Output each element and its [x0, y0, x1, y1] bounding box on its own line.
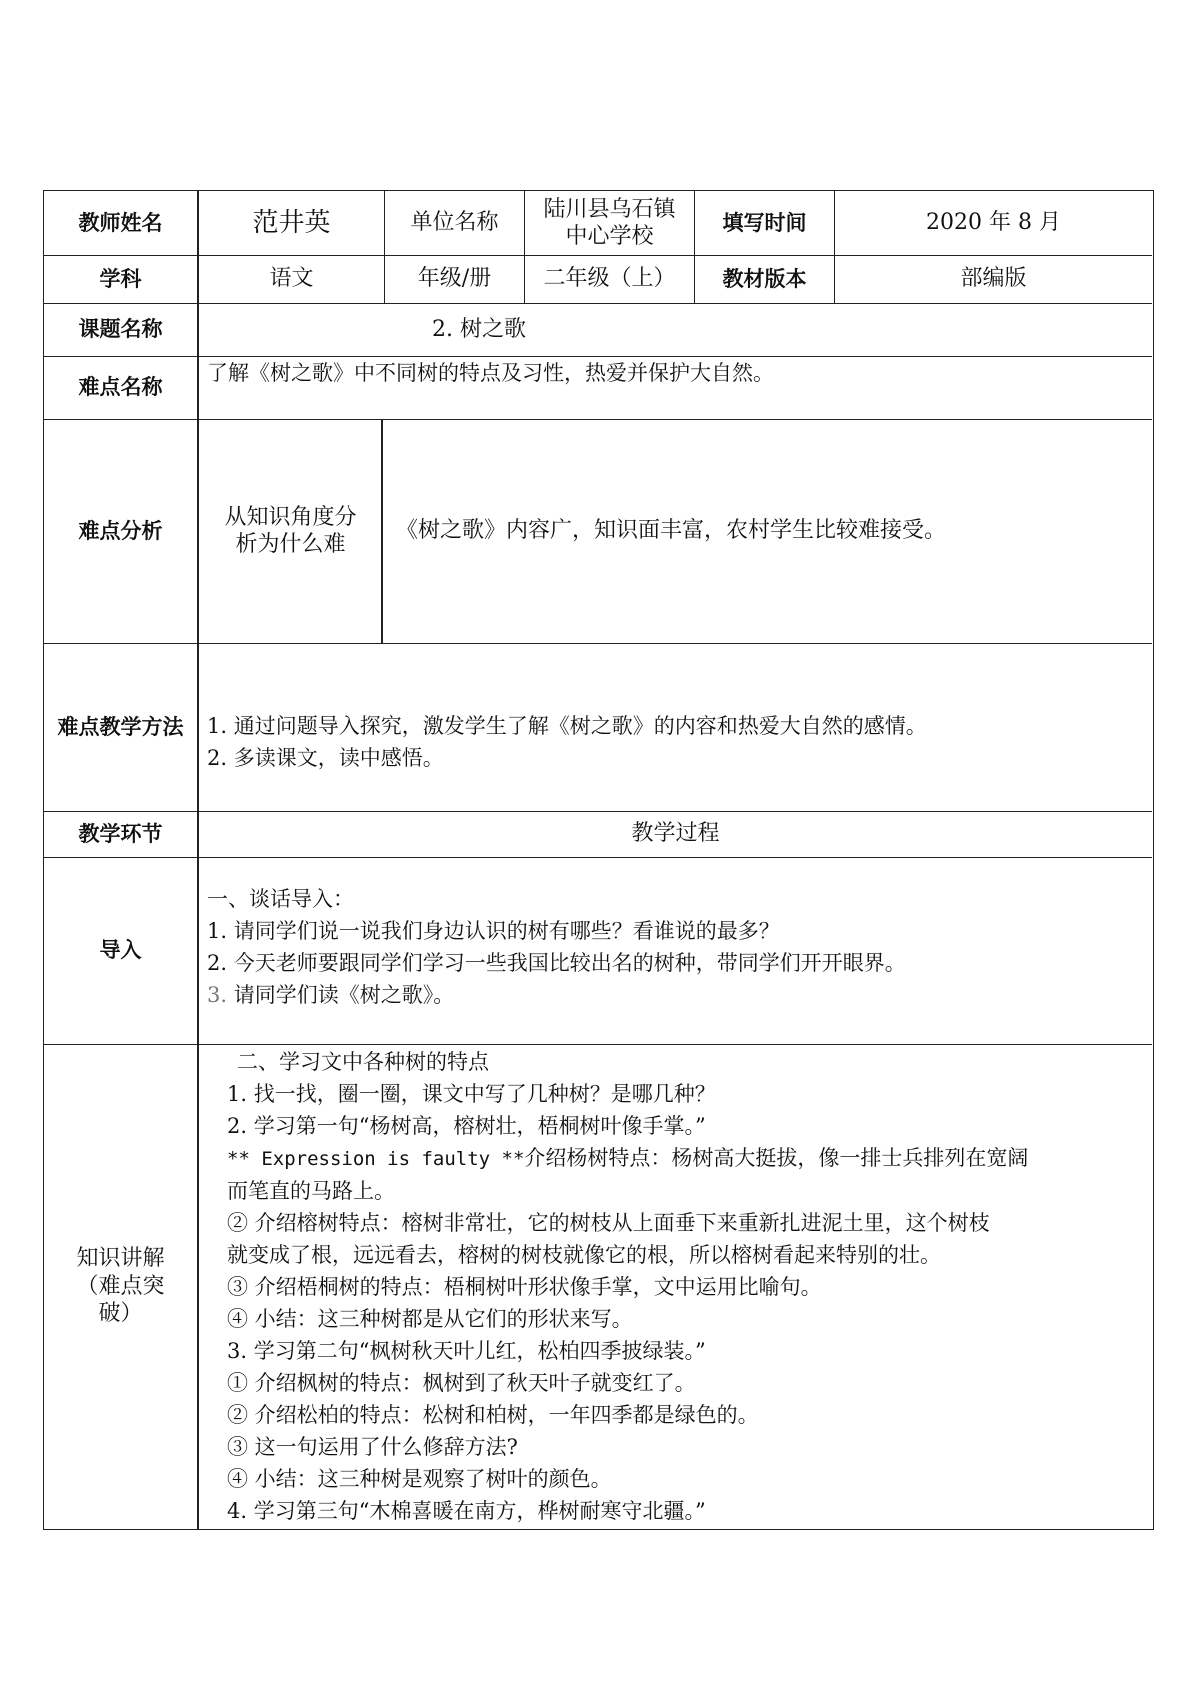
- knowledge-label-line: （难点突: [76, 1273, 165, 1299]
- intro-item: 1. 请同学们说一说我们身边认识的树有哪些？看谁说的最多？: [207, 919, 780, 943]
- analysis-value: 《树之歌》内容广，知识面丰富，农村学生比较难接受。: [396, 518, 947, 544]
- grade-label: 年级/册: [417, 266, 492, 292]
- knowledge-label-line: 破）: [98, 1301, 143, 1327]
- knowledge-line: 3. 学习第二句“枫树秋天叶儿红，松柏四季披绿装。”: [227, 1339, 706, 1363]
- knowledge-line: [227, 1142, 1142, 1175]
- knowledge-line: ① 介绍枫树的特点：枫树到了秋天叶子就变红了。: [227, 1371, 696, 1395]
- topic-label: 课题名称: [78, 317, 163, 342]
- intro-title: 一、谈话导入：: [207, 887, 354, 911]
- subject-value: 语文: [269, 266, 314, 292]
- process-stage-label: 教学环节: [78, 821, 163, 846]
- knowledge-line: ② 介绍榕树特点：榕树非常壮，它的树枝从上面垂下来重新扎进泥土里，这个树枝: [227, 1211, 990, 1235]
- unit-name-label: 单位名称: [410, 210, 499, 236]
- subject-label: 学科: [99, 266, 142, 291]
- analysis-sub-line: 析为什么难: [235, 532, 346, 557]
- intro-item-number: 3.: [207, 983, 228, 1007]
- method-value: [207, 710, 1137, 774]
- knowledge-label: [44, 1044, 197, 1529]
- analysis-sub-line: 从知识角度分: [224, 504, 357, 530]
- row-divider: [44, 1044, 1152, 1045]
- date-label: 填写时间: [722, 210, 807, 235]
- method-line: 2. 多读课文，读中感悟。: [207, 746, 444, 770]
- intro-item: 2. 今天老师要跟同学们学习一些我国比较出名的树种，带同学们开开眼界。: [207, 951, 906, 975]
- teacher-name-value: 范井英: [252, 207, 331, 238]
- unit-name-line: 中心学校: [565, 224, 654, 249]
- knowledge-line: ② 介绍松柏的特点：松树和柏树，一年四季都是绿色的。: [227, 1403, 759, 1427]
- method-label: 难点教学方法: [57, 714, 184, 739]
- knowledge-line: ④ 小结：这三种树都是从它们的形状来写。: [227, 1307, 633, 1331]
- edition-value: 部编版: [960, 266, 1027, 292]
- knowledge-line: ③ 介绍梧桐树的特点：梧桐树叶形状像手掌，文中运用比喻句。: [227, 1275, 822, 1299]
- knowledge-line: 就变成了根，远远看去，榕树的树枝就像它的根，所以榕树看起来特别的壮。: [227, 1243, 941, 1267]
- intro-item-text: 请同学们读《树之歌》。: [227, 983, 455, 1007]
- unit-name-value: [525, 191, 694, 255]
- column-divider: [197, 191, 199, 1529]
- analysis-label: 难点分析: [78, 518, 163, 543]
- knowledge-line: ④ 小结：这三种树是观察了树叶的颜色。: [227, 1467, 612, 1491]
- column-divider: [381, 419, 383, 643]
- knowledge-line: 而笔直的马路上。: [227, 1179, 395, 1203]
- teacher-name-label: 教师姓名: [78, 210, 163, 235]
- knowledge-line: 2. 学习第一句“杨树高，榕树壮，梧桐树叶像手掌。”: [227, 1114, 706, 1138]
- knowledge-line: 4. 学习第三句“木棉喜暖在南方，桦树耐寒守北疆。”: [227, 1499, 706, 1523]
- date-value: 2020 年 8 月: [926, 210, 1061, 236]
- difficulty-label: 难点名称: [78, 375, 163, 400]
- method-line: 1. 通过问题导入探究，激发学生了解《树之歌》的内容和热爱大自然的感情。: [207, 714, 927, 738]
- intro-label: 导入: [99, 938, 142, 963]
- knowledge-label-line: 知识讲解: [76, 1246, 165, 1272]
- unit-name-line: 陆川县乌石镇: [543, 196, 676, 222]
- row-divider: [44, 643, 1152, 644]
- process-header: 教学过程: [631, 821, 720, 847]
- knowledge-line: ③ 这一句运用了什么修辞方法?: [227, 1435, 518, 1459]
- difficulty-text: 了解《树之歌》中不同树的特点及习性，热爱并保护大自然。: [207, 361, 774, 385]
- knowledge-content-body: [227, 1078, 1142, 1527]
- lesson-plan-table: [43, 190, 1154, 1530]
- topic-value: 2. 树之歌: [432, 316, 526, 342]
- grade-value: 二年级（上）: [543, 266, 676, 292]
- edition-label: 教材版本: [722, 266, 807, 291]
- knowledge-content: [237, 1046, 1137, 1078]
- analysis-sub-label: [200, 419, 381, 643]
- knowledge-line: 二、学习文中各种树的特点: [237, 1050, 489, 1074]
- expression-error: ** Expression is faulty **: [227, 1148, 525, 1170]
- difficulty-value: [207, 357, 1137, 389]
- row-divider: [44, 857, 1152, 858]
- knowledge-line-text: 介绍杨树特点：杨树高大挺拔，像一排士兵排列在宽阔: [524, 1146, 1029, 1170]
- knowledge-line: 1. 找一找，圈一圈，课文中写了几种树？是哪几种？: [227, 1082, 716, 1106]
- intro-item: [207, 979, 1137, 1011]
- intro-content: [207, 883, 1137, 1011]
